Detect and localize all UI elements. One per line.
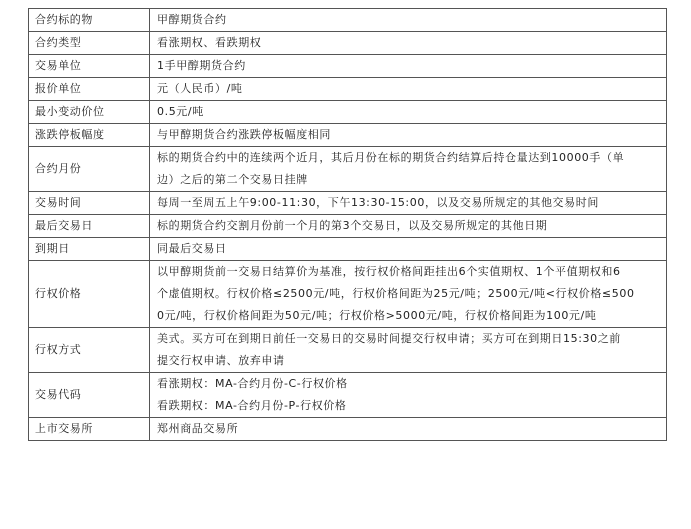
- row-label: 行权方式: [29, 328, 150, 373]
- value-line: 标的期货合约中的连续两个近月，其后月份在标的期货合约结算后持仓量达到10000手（单: [157, 151, 625, 164]
- row-value: [150, 328, 667, 373]
- table-row: [29, 78, 667, 101]
- value-line: 提交行权申请、放弃申请: [157, 354, 285, 367]
- row-value: [150, 124, 667, 147]
- value-line: 0.5元/吨: [157, 105, 204, 118]
- row-value: [150, 418, 667, 441]
- value-line: 看跌期权：MA-合约月份-P-行权价格: [157, 399, 347, 412]
- table-row: [29, 124, 667, 147]
- row-value: [150, 238, 667, 261]
- value-line: 看涨期权：MA-合约月份-C-行权价格: [157, 377, 348, 390]
- value-line: 0元/吨，行权价格间距为50元/吨；行权价格>5000元/吨，行权价格间距为100元/吨: [157, 309, 597, 322]
- row-value: [150, 78, 667, 101]
- row-value: [150, 101, 667, 124]
- row-label: 报价单位: [29, 78, 150, 101]
- value-line: 1手甲醇期货合约: [157, 59, 246, 72]
- row-label: 合约类型: [29, 32, 150, 55]
- row-label: 涨跌停板幅度: [29, 124, 150, 147]
- value-line: 看涨期权、看跌期权: [157, 36, 262, 49]
- row-label: 上市交易所: [29, 418, 150, 441]
- row-value: [150, 147, 667, 192]
- table-row: [29, 192, 667, 215]
- row-label: 行权价格: [29, 261, 150, 328]
- row-label: 到期日: [29, 238, 150, 261]
- row-label: 交易时间: [29, 192, 150, 215]
- value-line: 标的期货合约交割月份前一个月的第3个交易日，以及交易所规定的其他日期: [157, 219, 548, 232]
- table-row: [29, 147, 667, 192]
- table-row: [29, 55, 667, 78]
- table-row: [29, 418, 667, 441]
- table-row: [29, 32, 667, 55]
- row-label: 最后交易日: [29, 215, 150, 238]
- value-line: 边）之后的第二个交易日挂牌: [157, 173, 308, 186]
- row-value: [150, 32, 667, 55]
- value-line: 以甲醇期货前一交易日结算价为基准，按行权价格间距挂出6个实值期权、1个平值期权和6: [157, 265, 621, 278]
- contract-spec-table: [28, 8, 667, 441]
- row-label: 交易单位: [29, 55, 150, 78]
- value-line: 与甲醇期货合约涨跌停板幅度相同: [157, 128, 331, 141]
- row-label: 合约标的物: [29, 9, 150, 32]
- value-line: 郑州商品交易所: [157, 422, 239, 435]
- value-line: 个虚值期权。行权价格≤2500元/吨，行权价格间距为25元/吨；2500元/吨<行权价格≤500: [157, 287, 635, 300]
- table-row: [29, 101, 667, 124]
- value-line: 元（人民币）/吨: [157, 82, 243, 95]
- value-line: 甲醇期货合约: [157, 13, 227, 26]
- value-line: 美式。买方可在到期日前任一交易日的交易时间提交行权申请；买方可在到期日15:30之前: [157, 332, 621, 345]
- table-row: [29, 215, 667, 238]
- row-label: 合约月份: [29, 147, 150, 192]
- row-value: [150, 55, 667, 78]
- row-value: [150, 192, 667, 215]
- table-row: [29, 238, 667, 261]
- table-row: [29, 328, 667, 373]
- row-label: 最小变动价位: [29, 101, 150, 124]
- value-line: 同最后交易日: [157, 242, 227, 255]
- value-line: 每周一至周五上午9:00-11:30，下午13:30-15:00，以及交易所规定的其他交易时间: [157, 196, 599, 209]
- row-value: [150, 373, 667, 418]
- row-value: [150, 261, 667, 328]
- table-row: [29, 373, 667, 418]
- row-value: [150, 9, 667, 32]
- table-row: [29, 261, 667, 328]
- row-label: 交易代码: [29, 373, 150, 418]
- table-row: [29, 9, 667, 32]
- row-value: [150, 215, 667, 238]
